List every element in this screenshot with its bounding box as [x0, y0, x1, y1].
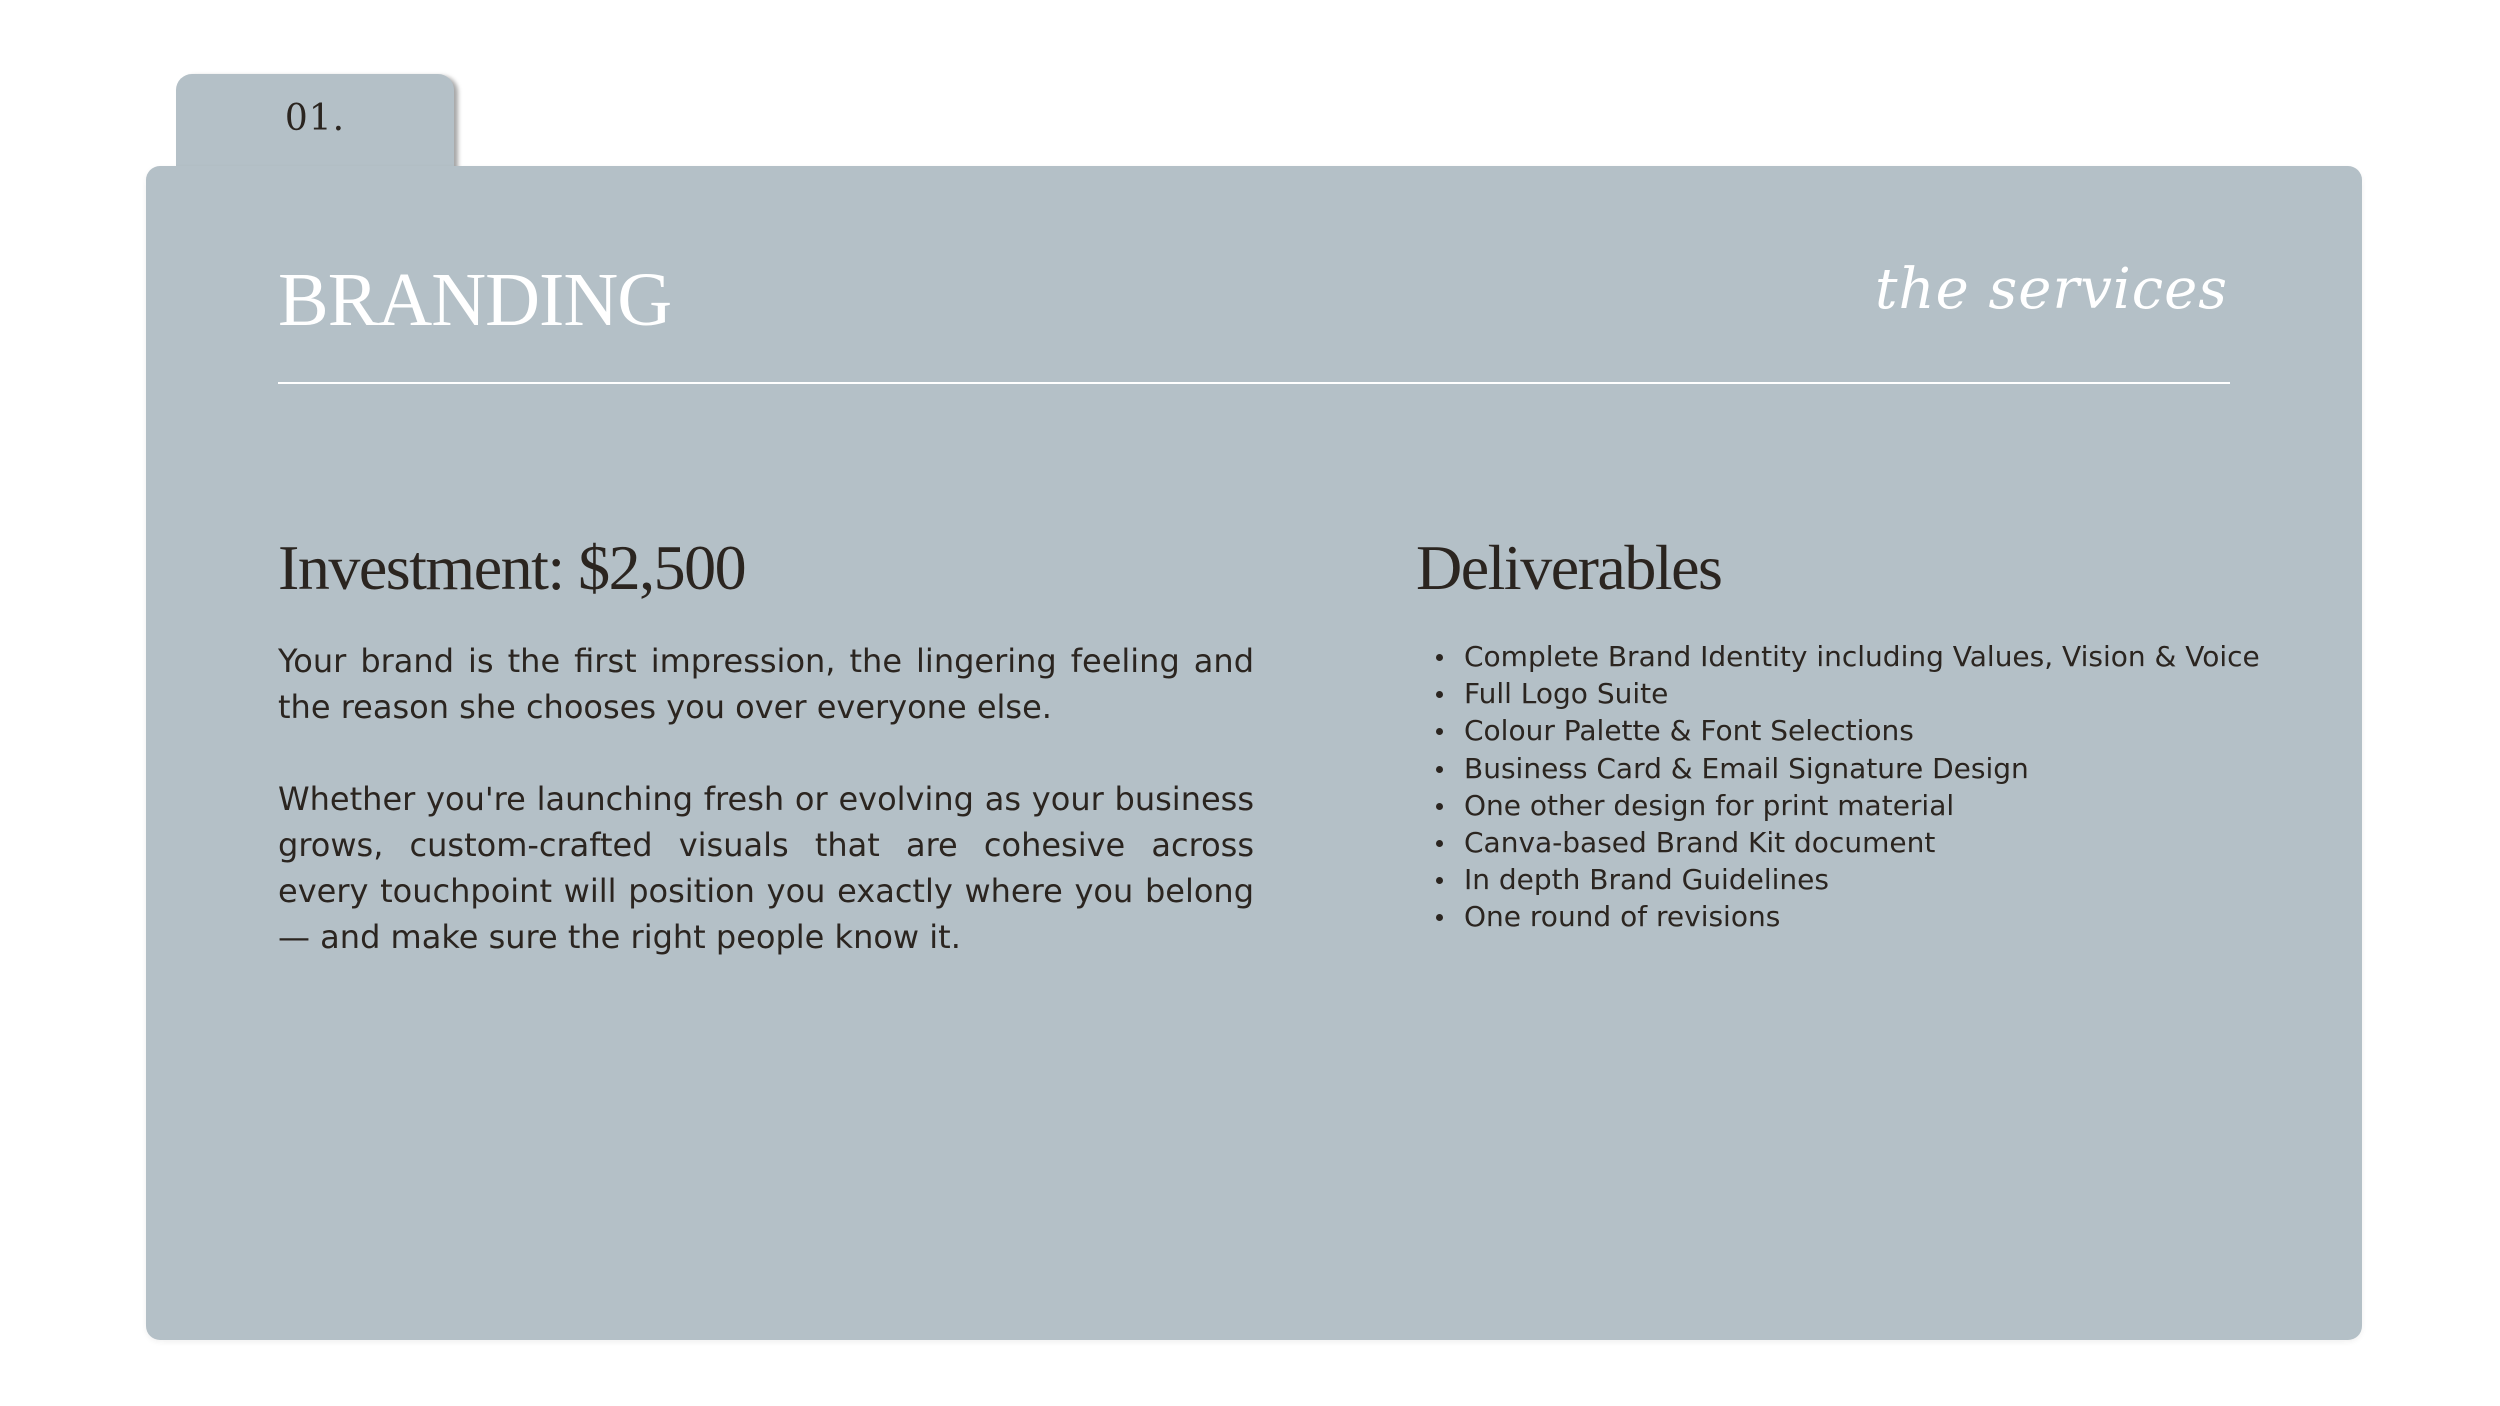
deliverables-section [1416, 532, 2260, 936]
title-divider [278, 382, 2230, 384]
deliverable-item: In depth Brand Guidelines [1416, 861, 2236, 898]
deliverable-item: Canva-based Brand Kit document [1416, 824, 2236, 861]
deliverable-item: Colour Palette & Font Selections [1416, 712, 2236, 749]
tab-number: 01. [284, 98, 346, 139]
deliverable-item: Business Card & Email Signature Design [1416, 750, 2236, 787]
service-card [146, 166, 2362, 1340]
deliverable-item: One other design for print material [1416, 787, 2236, 824]
deliverables-heading: Deliverables [1416, 532, 1722, 603]
deliverable-item: Full Logo Suite [1416, 675, 2236, 712]
investment-paragraph: Whether you're launching fresh or evolving as your business grows, custom-crafted visuals that are cohesive across every touchpoint will position you exactly where you belong — and make sure the right people know it. [278, 780, 1254, 956]
investment-paragraph: Your brand is the first impression, the lingering feeling and the reason she chooses you over everyone else. [278, 642, 1254, 726]
investment-heading: Investment: $2,500 [278, 532, 746, 603]
deliverable-item: Complete Brand Identity including Values, Vision & Voice [1416, 638, 2236, 675]
deliverables-list [1416, 638, 2260, 936]
investment-section [278, 532, 1254, 960]
deliverable-item: One round of revisions [1416, 898, 2236, 935]
section-script-label: the services [1875, 257, 2228, 322]
page-title: BRANDING [278, 258, 672, 342]
